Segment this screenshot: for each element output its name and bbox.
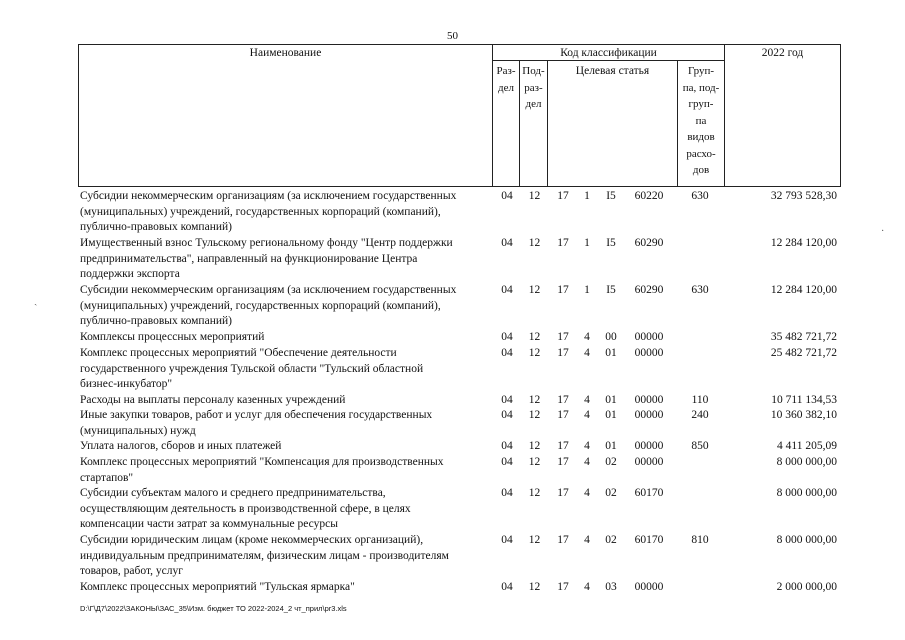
row-target-sub: 00 <box>605 331 617 343</box>
row-amount: 25 482 721,72 <box>770 347 837 359</box>
row-target-code: 00000 <box>634 581 664 593</box>
row-name: Комплексы процессных мероприятий <box>80 331 265 343</box>
row-target-program: 17 <box>557 409 569 421</box>
row-razdel: 04 <box>501 284 513 296</box>
row-target-sub: 02 <box>605 456 617 468</box>
row-target-type: 4 <box>584 331 590 343</box>
row-group: 630 <box>691 190 709 202</box>
row-target-program: 17 <box>557 331 569 343</box>
row-target-program: 17 <box>557 581 569 593</box>
row-amount: 10 711 134,53 <box>771 394 837 406</box>
row-target-type: 4 <box>584 456 590 468</box>
row-name: Субсидии субъектам малого и среднего предпринимательства, осуществляющим деятельность в производственной сфере, в целях компенсации части затрат за коммунальные ресурсы <box>80 487 411 530</box>
row-target-program: 17 <box>557 456 569 468</box>
row-razdel: 04 <box>501 347 513 359</box>
row-podrazdel: 12 <box>528 581 541 593</box>
row-razdel: 04 <box>501 331 513 343</box>
row-group: 110 <box>691 394 709 406</box>
row-amount: 2 000 000,00 <box>776 581 837 593</box>
row-target-code: 60170 <box>634 487 664 499</box>
row-podrazdel: 12 <box>528 347 541 359</box>
row-amount: 12 284 120,00 <box>770 237 837 249</box>
row-amount: 8 000 000,00 <box>776 487 837 499</box>
row-target-code: 60170 <box>634 534 664 546</box>
row-target-type: 4 <box>584 409 590 421</box>
header-name: Наименование <box>249 47 322 59</box>
row-group: 240 <box>691 409 709 421</box>
row-name: Субсидии юридическим лицам (кроме некоммерческих организаций), индивидуальным предпринимателям, физическим лицам - производителям товаров, работ, услуг <box>80 534 449 577</box>
row-target-code: 00000 <box>634 394 664 406</box>
row-razdel: 04 <box>501 394 513 406</box>
header-razdel: Раз- дел <box>496 65 516 94</box>
scan-mark: ˏ <box>34 295 38 306</box>
row-razdel: 04 <box>501 534 513 546</box>
row-razdel: 04 <box>501 440 513 452</box>
row-target-type: 4 <box>584 487 590 499</box>
row-target-program: 17 <box>557 534 569 546</box>
row-target-program: 17 <box>557 440 569 452</box>
header-target: Целевая статья <box>575 65 650 77</box>
row-name: Комплекс процессных мероприятий "Обеспечение деятельности государственного учреждения Тульской области "Тульский областной бизнес-инкубатор" <box>80 347 424 390</box>
row-target-sub: 03 <box>605 581 617 593</box>
row-name: Субсидии некоммерческим организациям (за исключением государственных (муниципальных) учреждений, государственных корпораций (компаний), публично-правовых компаний) <box>80 190 457 233</box>
row-target-program: 17 <box>557 284 569 296</box>
row-target-type: 4 <box>584 347 590 359</box>
header-podrazdel: Под- раз- дел <box>522 65 545 110</box>
row-group: 630 <box>691 284 709 296</box>
row-podrazdel: 12 <box>528 394 541 406</box>
row-amount: 12 284 120,00 <box>770 284 837 296</box>
row-target-sub: I5 <box>606 237 616 249</box>
row-target-program: 17 <box>557 347 569 359</box>
row-podrazdel: 12 <box>528 409 541 421</box>
row-target-sub: 01 <box>605 347 617 359</box>
row-amount: 35 482 721,72 <box>770 331 837 343</box>
row-amount: 32 793 528,30 <box>770 190 837 202</box>
row-target-code: 00000 <box>634 440 664 452</box>
row-amount: 8 000 000,00 <box>776 456 837 468</box>
row-target-sub: 01 <box>605 440 617 452</box>
row-razdel: 04 <box>501 487 513 499</box>
row-name: Субсидии некоммерческим организациям (за исключением государственных (муниципальных) учреждений, государственных корпораций (компаний), публично-правовых компаний) <box>80 284 457 327</box>
row-name: Комплекс процессных мероприятий "Компенсация для производственных стартапов" <box>80 456 444 484</box>
row-group: 850 <box>691 440 709 452</box>
row-target-code: 00000 <box>634 347 664 359</box>
row-razdel: 04 <box>501 190 513 202</box>
scan-mark: · <box>881 226 885 237</box>
row-razdel: 04 <box>501 237 513 249</box>
row-target-sub: I5 <box>606 284 616 296</box>
row-name: Уплата налогов, сборов и иных платежей <box>80 440 282 452</box>
row-target-sub: 02 <box>605 487 617 499</box>
row-podrazdel: 12 <box>528 237 541 249</box>
header-group: Груп- па, под- груп- па видов расхо- дов <box>682 65 720 176</box>
row-target-type: 4 <box>584 534 590 546</box>
row-name: Иные закупки товаров, работ и услуг для обеспечения государственных (муниципальных) нужд <box>80 409 433 437</box>
row-target-program: 17 <box>557 237 569 249</box>
row-target-code: 00000 <box>634 409 664 421</box>
row-target-type: 1 <box>584 237 590 249</box>
row-target-type: 1 <box>584 190 590 202</box>
row-amount: 8 000 000,00 <box>776 534 837 546</box>
row-amount: 10 360 382,10 <box>770 409 837 421</box>
row-podrazdel: 12 <box>528 331 541 343</box>
row-podrazdel: 12 <box>528 487 541 499</box>
table-header <box>78 44 841 187</box>
row-target-type: 4 <box>584 394 590 406</box>
row-target-sub: I5 <box>606 190 616 202</box>
header-code: Код классификации <box>560 47 657 59</box>
header-divider <box>547 61 548 186</box>
file-path-footer: D:\Г\Д7\2022\ЗАКОНЫ\ЗАС_35\Изм. бюджет ТО 2022-2024_2 чт_прил\pr3.xls <box>80 604 347 613</box>
row-target-code: 00000 <box>634 331 664 343</box>
row-target-code: 60290 <box>634 237 664 249</box>
row-target-code: 00000 <box>634 456 664 468</box>
row-name: Расходы на выплаты персоналу казенных учреждений <box>80 394 346 406</box>
row-razdel: 04 <box>501 409 513 421</box>
row-podrazdel: 12 <box>528 440 541 452</box>
header-divider <box>724 45 725 186</box>
row-razdel: 04 <box>501 456 513 468</box>
row-target-code: 60290 <box>634 284 664 296</box>
row-target-type: 4 <box>584 581 590 593</box>
row-target-type: 4 <box>584 440 590 452</box>
header-year: 2022 год <box>761 47 804 59</box>
row-podrazdel: 12 <box>528 190 541 202</box>
row-podrazdel: 12 <box>528 456 541 468</box>
row-podrazdel: 12 <box>528 534 541 546</box>
row-podrazdel: 12 <box>528 284 541 296</box>
row-target-program: 17 <box>557 487 569 499</box>
row-target-sub: 01 <box>605 409 617 421</box>
row-target-sub: 01 <box>605 394 617 406</box>
row-name: Имущественный взнос Тульскому региональному фонду "Центр поддержки предпринимательства", направленный на функционирование Центра поддержки экспорта <box>80 237 453 280</box>
page-number: 50 <box>447 30 458 42</box>
row-target-program: 17 <box>557 394 569 406</box>
row-target-sub: 02 <box>605 534 617 546</box>
row-target-type: 1 <box>584 284 590 296</box>
row-target-program: 17 <box>557 190 569 202</box>
row-target-code: 60220 <box>634 190 664 202</box>
row-amount: 4 411 205,09 <box>777 440 837 452</box>
row-group: 810 <box>691 534 709 546</box>
row-razdel: 04 <box>501 581 513 593</box>
row-name: Комплекс процессных мероприятий "Тульская ярмарка" <box>80 581 355 593</box>
